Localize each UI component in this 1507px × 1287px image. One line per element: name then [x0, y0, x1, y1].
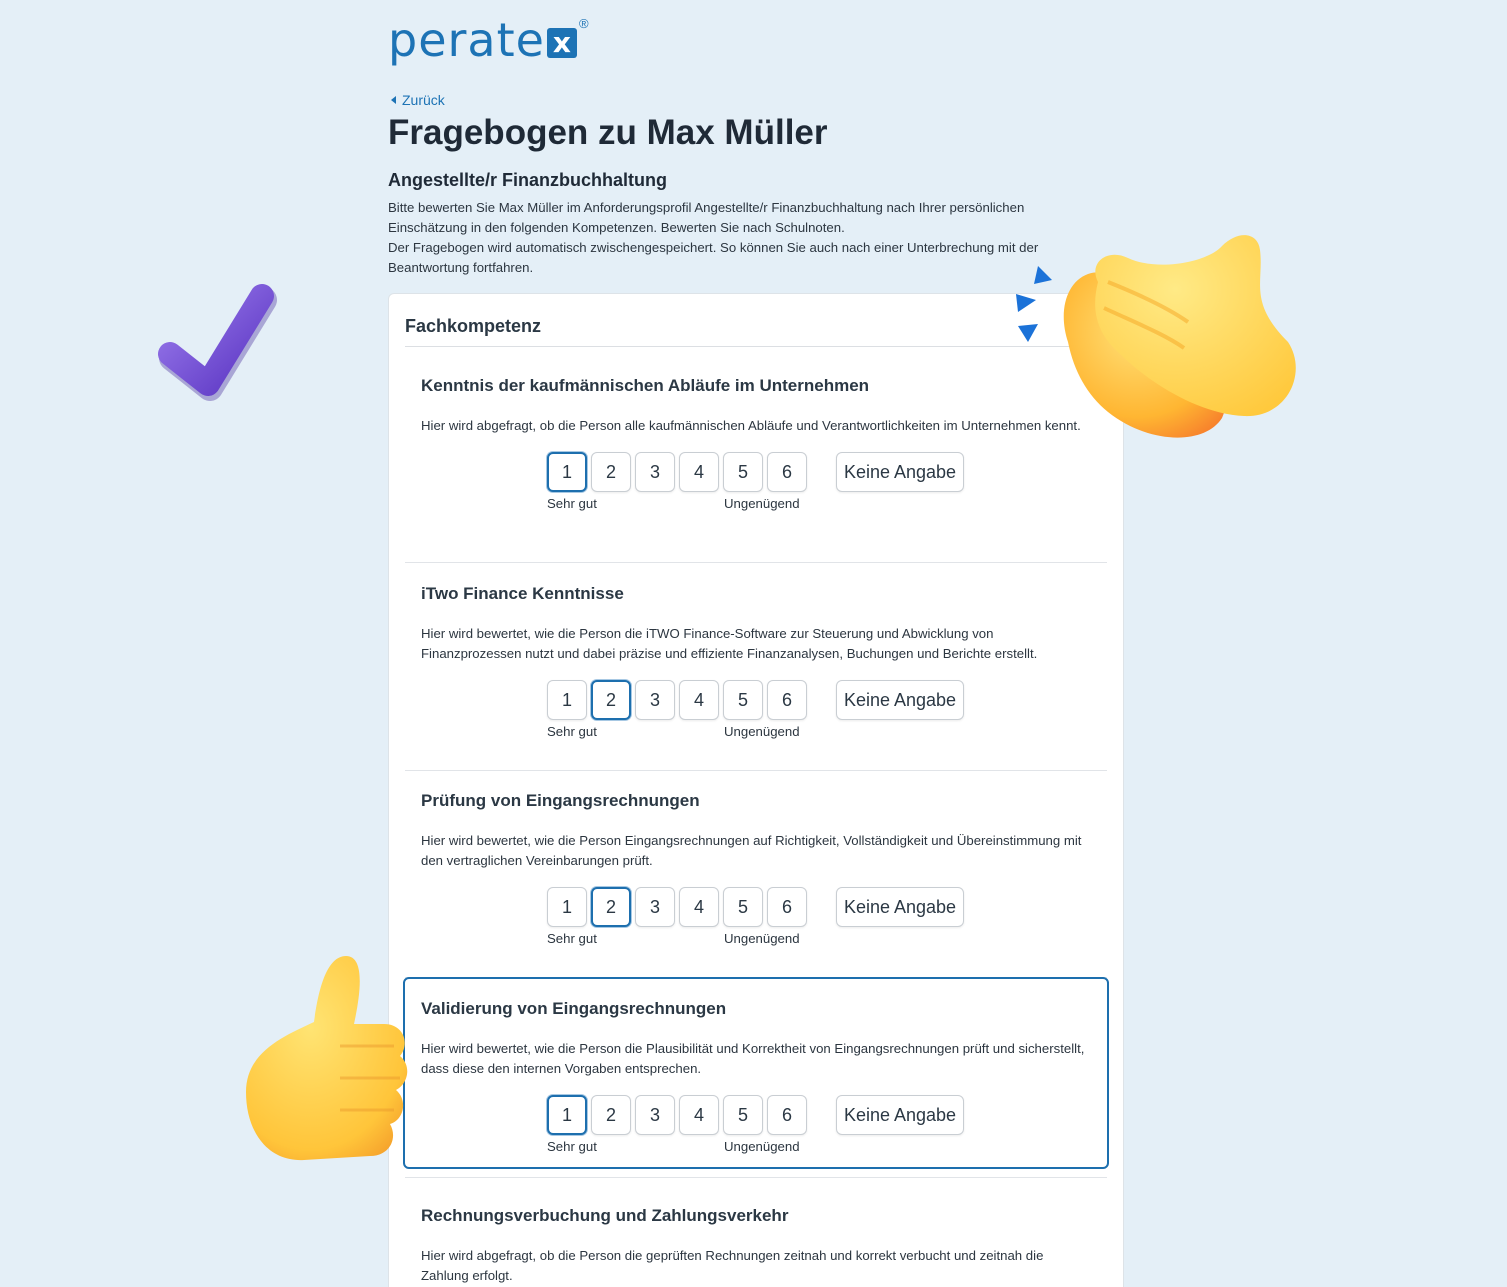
question-block: [405, 564, 1109, 762]
question-description: Hier wird bewertet, wie die Person die iTWO Finance-Software zur Steuerung und Abwicklung von Finanzprozessen nutzt und dabei präzise und effiziente Finanzanalysen, Buchungen und Berichte erstellt.: [421, 626, 1038, 661]
no-answer-button[interactable]: Keine Angabe: [836, 452, 964, 492]
scale-worst-label: Ungenügend: [724, 724, 800, 739]
question-divider: [405, 1177, 1107, 1178]
chevron-left-icon: [391, 96, 396, 104]
question-block: [405, 356, 1109, 554]
rating-option-1[interactable]: 1: [547, 887, 587, 927]
no-answer-button[interactable]: Keine Angabe: [836, 680, 964, 720]
question-title: Prüfung von Eingangsrechnungen: [421, 791, 700, 810]
question-description: Hier wird abgefragt, ob die Person alle kaufmännischen Abläufe und Verantwortlichkeiten im Unternehmen kennt.: [421, 418, 1081, 433]
question-title: iTwo Finance Kenntnisse: [421, 584, 624, 603]
page-title: Fragebogen zu Max Müller: [388, 113, 828, 152]
rating-option-3[interactable]: 3: [635, 1095, 675, 1135]
intro-text: [388, 198, 1088, 278]
rating-option-3[interactable]: 3: [635, 680, 675, 720]
rating-option-2[interactable]: 2: [591, 1095, 631, 1135]
rating-option-6[interactable]: 6: [767, 452, 807, 492]
rating-option-1[interactable]: 1: [547, 1095, 587, 1135]
scale-worst-label: Ungenügend: [724, 931, 800, 946]
question-description: Hier wird bewertet, wie die Person die Plausibilität und Korrektheit von Eingangsrechnungen prüft und sicherstellt, dass diese den internen Vorgaben entsprechen.: [421, 1041, 1085, 1076]
rating-option-4[interactable]: 4: [679, 887, 719, 927]
rating-option-6[interactable]: 6: [767, 680, 807, 720]
section-divider: [405, 346, 1107, 347]
rating-row: [421, 1095, 1091, 1165]
logo-text: perate: [388, 13, 545, 67]
rating-option-2[interactable]: 2: [591, 680, 631, 720]
rating-option-2[interactable]: 2: [591, 452, 631, 492]
question-title: Rechnungsverbuchung und Zahlungsverkehr: [421, 1206, 789, 1225]
rating-option-6[interactable]: 6: [767, 887, 807, 927]
question-title: Kenntnis der kaufmännischen Abläufe im Unternehmen: [421, 376, 870, 395]
scale-best-label: Sehr gut: [547, 1139, 597, 1154]
question-divider: [405, 562, 1107, 563]
back-link[interactable]: [391, 92, 445, 108]
scale-best-label: Sehr gut: [547, 931, 597, 946]
section-title: Fachkompetenz: [405, 316, 542, 336]
rating-row: [421, 680, 1093, 750]
no-answer-button[interactable]: Keine Angabe: [836, 887, 964, 927]
rating-option-1[interactable]: 1: [547, 452, 587, 492]
rating-option-4[interactable]: 4: [679, 452, 719, 492]
rating-option-4[interactable]: 4: [679, 680, 719, 720]
back-link-label: Zurück: [402, 92, 445, 108]
logo-x-mark: x: [547, 28, 577, 58]
rating-row: [421, 452, 1093, 522]
intro-paragraph-1: Bitte bewerten Sie Max Müller im Anforderungsprofil Angestellte/r Finanzbuchhaltung nach Ihrer persönlichen Einschätzung in den folgenden Kompetenzen. Bewerten Sie nach Schulnoten.: [388, 200, 1025, 235]
question-description: Hier wird abgefragt, ob die Person die geprüften Rechnungen zeitnah und korrekt verbucht und zeitnah die Zahlung erfolgt.: [421, 1248, 1044, 1283]
rating-option-4[interactable]: 4: [679, 1095, 719, 1135]
rating-option-5[interactable]: 5: [723, 680, 763, 720]
question-title: Validierung von Eingangsrechnungen: [421, 999, 727, 1018]
scale-best-label: Sehr gut: [547, 724, 597, 739]
question-description: Hier wird bewertet, wie die Person Eingangsrechnungen auf Richtigkeit, Vollständigkeit und Übereinstimmung mit den vertraglichen Vereinbarungen prüft.: [421, 833, 1082, 868]
rating-option-3[interactable]: 3: [635, 887, 675, 927]
rating-option-6[interactable]: 6: [767, 1095, 807, 1135]
thumbs-up-icon: [244, 952, 412, 1166]
rating-option-1[interactable]: 1: [547, 680, 587, 720]
clapping-hands-icon: [1008, 222, 1304, 448]
intro-paragraph-2: Der Fragebogen wird automatisch zwischengespeichert. So können Sie auch nach einer Unterbrechung mit der Beantwortung fortfahren.: [388, 240, 1039, 275]
scale-worst-label: Ungenügend: [724, 496, 800, 511]
question-block: [403, 977, 1109, 1169]
scale-best-label: Sehr gut: [547, 496, 597, 511]
rating-option-5[interactable]: 5: [723, 452, 763, 492]
question-block: [405, 1186, 1109, 1287]
rating-option-5[interactable]: 5: [723, 887, 763, 927]
question-block: [405, 771, 1109, 969]
peratex-logo: [388, 12, 589, 68]
rating-row: [421, 887, 1093, 957]
checkmark-icon: [150, 276, 284, 404]
logo-registered-mark: ®: [578, 16, 589, 31]
scale-worst-label: Ungenügend: [724, 1139, 800, 1154]
rating-option-3[interactable]: 3: [635, 452, 675, 492]
rating-option-2[interactable]: 2: [591, 887, 631, 927]
page-subtitle: Angestellte/r Finanzbuchhaltung: [388, 170, 668, 190]
rating-option-5[interactable]: 5: [723, 1095, 763, 1135]
no-answer-button[interactable]: Keine Angabe: [836, 1095, 964, 1135]
